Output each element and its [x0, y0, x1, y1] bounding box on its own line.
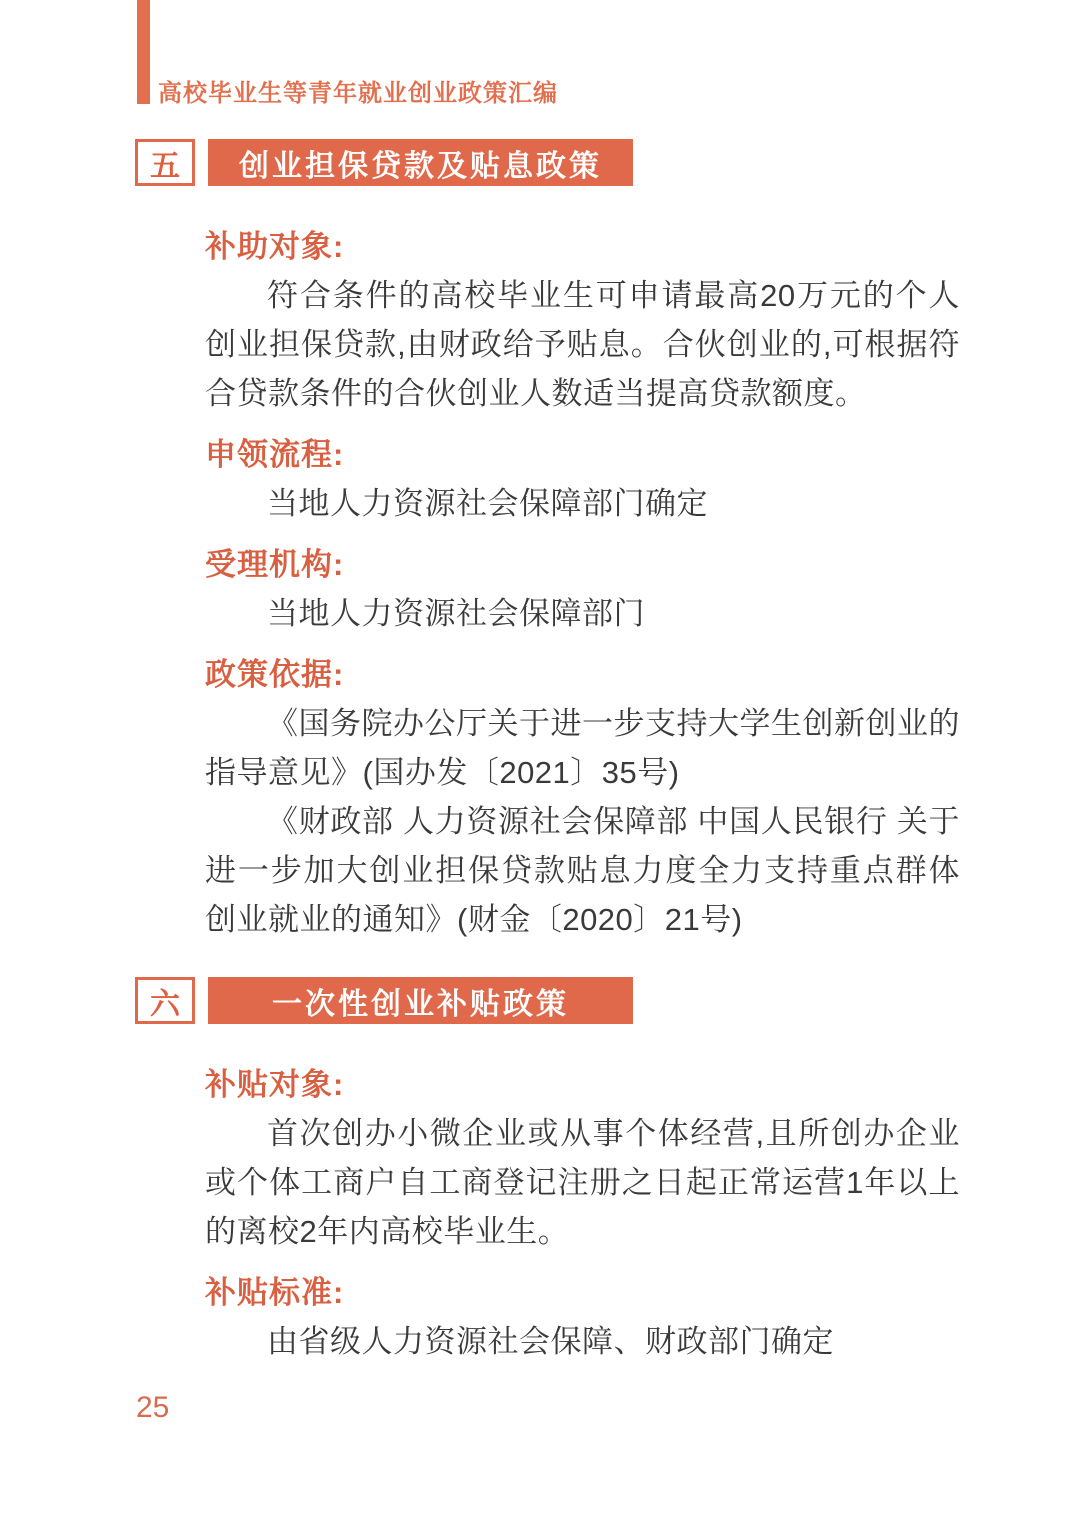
block-paragraph: 《财政部 人力资源社会保障部 中国人民银行 关于进一步加大创业担保贷款贴息力度全力支持重点群体创业就业的通知》(财金〔2020〕21号) — [205, 804, 960, 937]
block-heading: 补贴对象: — [205, 1067, 345, 1102]
section-5-header — [135, 139, 633, 186]
section-5-body — [205, 222, 960, 944]
section-5-title-banner: 创业担保贷款及贴息政策 — [208, 139, 633, 186]
policy-block-accepting-agency — [205, 540, 960, 638]
block-paragraph: 首次创办小微企业或从事个体经营,且所创办企业或个体工商户自工商登记注册之日起正常运营1年以上的离校2年内高校毕业生。 — [205, 1116, 960, 1249]
section-6-number: 六 — [150, 987, 180, 1021]
block-heading: 受理机构: — [205, 547, 345, 582]
policy-block-grant-target — [205, 1060, 960, 1256]
section-6-title-banner: 一次性创业补贴政策 — [208, 977, 633, 1024]
block-paragraph: 当地人力资源社会保障部门确定 — [267, 486, 708, 521]
block-heading: 补助对象: — [205, 229, 345, 264]
policy-block-policy-basis — [205, 650, 960, 944]
block-heading: 补贴标准: — [205, 1275, 345, 1310]
document-header-title: 高校毕业生等青年就业创业政策汇编 — [158, 80, 558, 107]
header-accent-bar — [137, 0, 150, 104]
policy-block-grant-standard — [205, 1268, 960, 1366]
section-5-number-box — [135, 139, 195, 186]
block-paragraph: 当地人力资源社会保障部门 — [267, 596, 645, 631]
section-6-header — [135, 977, 633, 1024]
section-6-number-box — [135, 977, 195, 1024]
block-paragraph: 《国务院办公厅关于进一步支持大学生创新创业的指导意见》(国办发〔2021〕35号) — [205, 706, 960, 790]
section-5-number: 五 — [150, 149, 180, 183]
policy-block-application-process — [205, 430, 960, 528]
block-heading: 申领流程: — [205, 437, 345, 472]
block-heading: 政策依据: — [205, 657, 345, 692]
section-6-body — [205, 1060, 960, 1366]
block-paragraph: 符合条件的高校毕业生可申请最高20万元的个人创业担保贷款,由财政给予贴息。合伙创业的,可根据符合贷款条件的合伙创业人数适当提高贷款额度。 — [205, 278, 960, 411]
policy-block-subsidy-target — [205, 222, 960, 418]
block-paragraph: 由省级人力资源社会保障、财政部门确定 — [267, 1324, 834, 1359]
page-number: 25 — [136, 1391, 170, 1424]
